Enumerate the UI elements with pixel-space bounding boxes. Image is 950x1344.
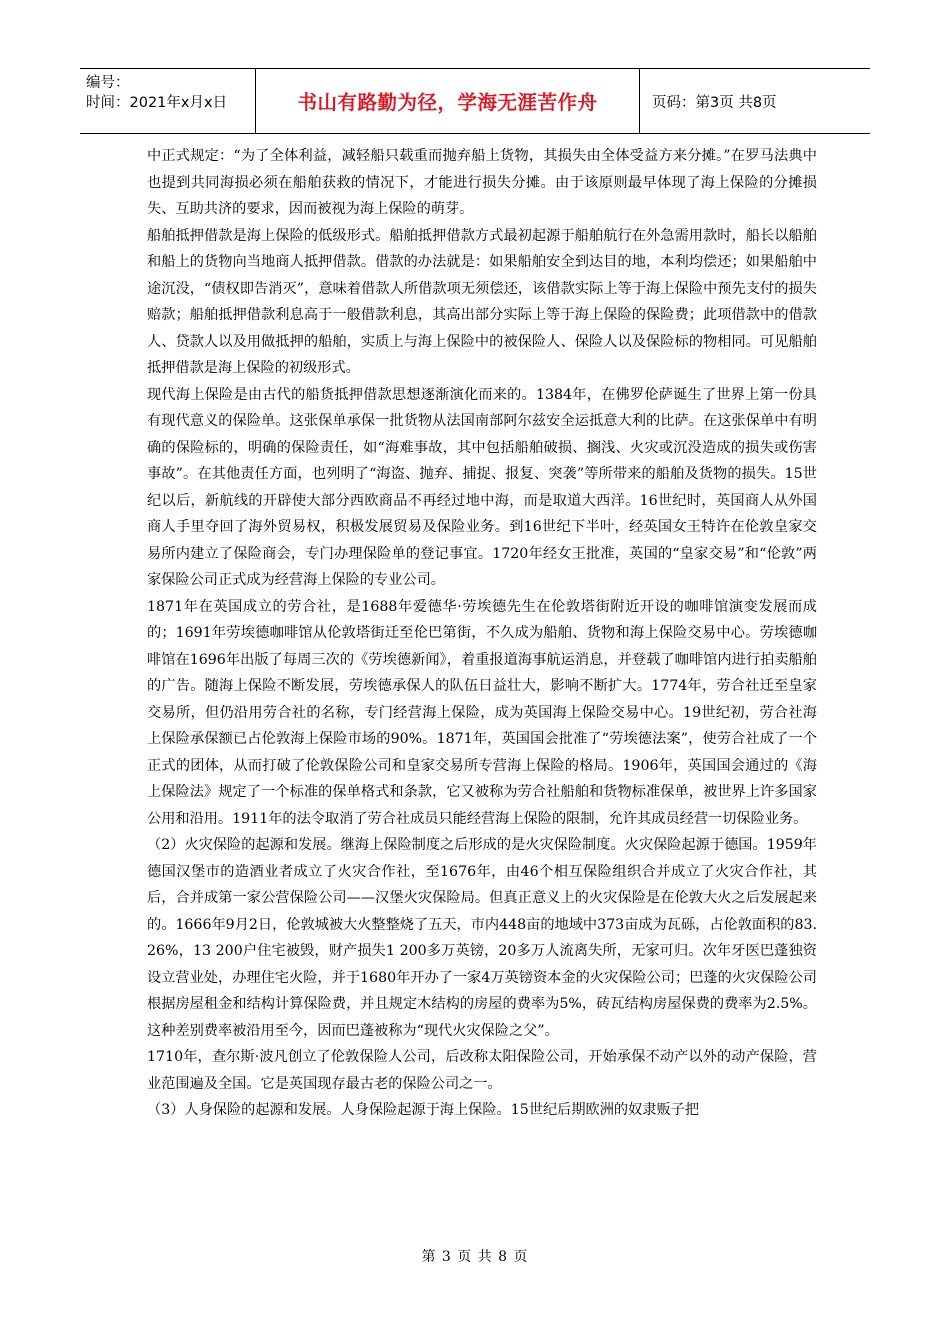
document-body	[147, 143, 817, 1124]
header-meta	[80, 69, 256, 133]
paragraph-1: 中正式规定：“为了全体利益，减轻船只载重而抛弃船上货物，其损失由全体受益方来分摊。”在罗马法典中也提到共同海损必须在船舶获救的情况下，才能进行损失分摊。由于该原则最早体现了海上保险的分摊损失、互助共济的要求，因而被视为海上保险的萌芽。	[147, 148, 817, 217]
paragraph-4: 1871年在英国成立的劳合社，是1688年爱德华·劳埃德先生在伦敦塔街附近开设的咖啡馆演变发展而成的；1691年劳埃德咖啡馆从伦敦塔街迁至伦巴第街，不久成为船舶、货物和海上保险交易中心。劳埃德咖啡馆在1696年出版了每周三次的《劳埃德新闻》，着重报道海事航运消息，并登载了咖啡馆内进行拍卖船舶的广告。随海上保险不断发展，劳埃德承保人的队伍日益壮大，影响不断扩大。1774年，劳合社迁至皇家交易所，但仍沿用劳合社的名称，专门经营海上保险，成为英国海上保险交易中心。19世纪初，劳合社海上保险承保额已占伦敦海上保险市场的90%。1871年，英国国会批准了“劳埃德法案”，使劳合社成了一个正式的团体，从而打破了伦敦保险公司和皇家交易所专营海上保险的格局。1906年，英国国会通过的《海上保险法》规定了一个标准的保单格式和条款，它又被称为劳合社船舶和货物标准保单，被世界上许多国家公用和沿用。1911年的法令取消了劳合社成员只能经营海上保险的限制，允许其成员经营一切保险业务。	[147, 598, 818, 827]
paragraph-2: 船舶抵押借款是海上保险的低级形式。船舶抵押借款方式最初起源于船舶航行在外急需用款时，船长以船舶和船上的货物向当地商人抵押借款。借款的办法就是：如果船舶安全到达目的地，本利均偿还；如果船舶中途沉没，“债权即告消灭”，意味着借款人所借款项无须偿还，该借款实际上等于海上保险中预先支付的损失赔款；船舶抵押借款利息高于一般借款利息，其高出部分实际上等于海上保险的保险费；此项借款中的借款人、贷款人以及用做抵押的船舶，实质上与海上保险中的被保险人、保险人以及保险标的物相同。可见船舶抵押借款是海上保险的初级形式。	[147, 227, 817, 376]
page-footer: 第 3 页 共 8 页	[421, 1249, 529, 1265]
header-page-info: 页码：第3页 共8页	[652, 94, 777, 111]
paragraph-5: （2）火灾保险的起源和发展。继海上保险制度之后形成的是火灾保险制度。火灾保险起源于德国。1959年德国汉堡市的造酒业者成立了火灾合作社，至1676年，由46个相互保险组织合并成立了火灾合作社，其后，合并成第一家公营保险公司——汉堡火灾保险局。但真正意义上的火灾保险是在伦敦大火之后发展起来的。1666年9月2日，伦敦城被大火整整烧了五天，市内448亩的地域中373亩成为瓦砾，占伦敦面积的83.26%，13 200户住宅被毁，财产损失1 200多万英镑，20多万人流离失所，无家可归。次年牙医巴蓬独资设立营业处，办理住宅火险，并于1680年开办了一家4万英镑资本金的火灾保险公司；巴蓬的火灾保险公司根据房屋租金和结构计算保险费，并且规定木结构的房屋的费率为5%，砖瓦结构房屋保费的费率为2.5%。这种差别费率被沿用至今，因而巴蓬被称为“现代火灾保险之父”。	[147, 837, 818, 1039]
paragraph-7: （3）人身保险的起源和发展。人身保险起源于海上保险。15世纪后期欧洲的奴隶贩子把	[147, 1102, 700, 1118]
page-header	[80, 68, 870, 134]
paragraph-6: 1710年，查尔斯·波凡创立了伦敦保险人公司，后改称太阳保险公司，开始承保不动产以外的动产保险，营业范围遍及全国。它是英国现存最古老的保险公司之一。	[147, 1049, 817, 1092]
paragraph-3: 现代海上保险是由古代的船货抵押借款思想逐渐演化而来的。1384年，在佛罗伦萨诞生了世界上第一份具有现代意义的保险单。这张保单承保一批货物从法国南部阿尔兹安全运抵意大利的比萨。在这张保单中有明确的保险标的，明确的保险责任，如“海难事故，其中包括船舶破损、搁浅、火灾或沉没造成的损失或伤害事故”。在其他责任方面，也列明了“海盗、抛弃、捕捉、报复、突袭”等所带来的船舶及货物的损失。15世纪以后，新航线的开辟使大部分西欧商品不再经过地中海，而是取道大西洋。16世纪时，英国商人从外国商人手里夺回了海外贸易权，积极发展贸易及保险业务。到16世纪下半叶，经英国女王特许在伦敦皇家交易所内建立了保险商会，专门办理保险单的登记事宜。1720年经女王批准，英国的“皇家交易”和“伦敦”两家保险公司正式成为经营海上保险的专业公司。	[147, 386, 817, 588]
document-date-label: 时间：2021年x月x日	[86, 95, 228, 111]
document-number-label: 编号：	[86, 75, 130, 91]
header-motto: 书山有路勤为径，学海无涯苦作舟	[256, 69, 640, 133]
